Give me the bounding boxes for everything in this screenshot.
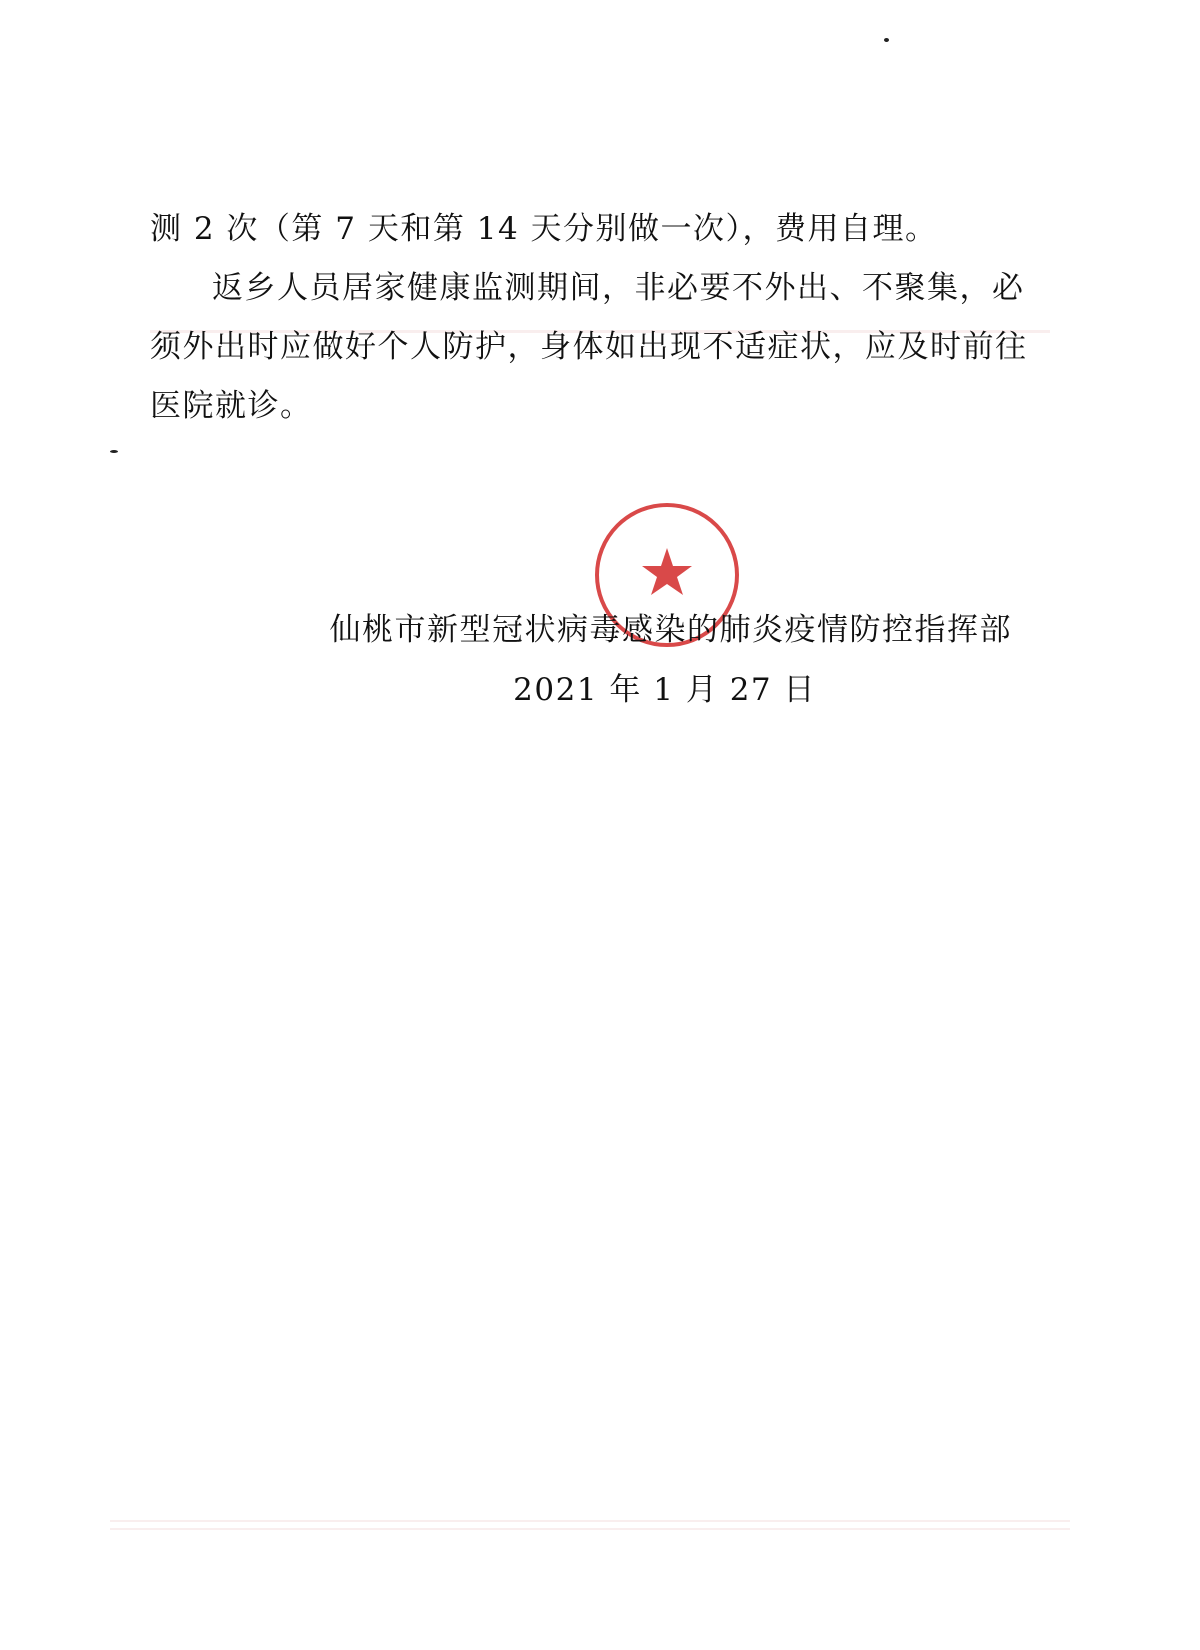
paragraph-2: 返乡人员居家健康监测期间，非必要不外出、不聚集，必须外出时应做好个人防护，身体如出现不适症状，应及时前往医院就诊。 <box>150 270 1028 424</box>
paragraph-1: 测 2 次（第 7 天和第 14 天分别做一次），费用自理。 <box>150 211 938 247</box>
issuer-name: 仙桃市新型冠状病毒感染的肺炎疫情防控指挥部 <box>329 612 1012 648</box>
document-body <box>150 200 1030 436</box>
signature-block <box>150 600 1012 720</box>
bleed-through-footer-rule <box>110 1520 1070 1530</box>
scan-speck <box>884 38 889 42</box>
issue-date: 2021 年 1 月 27 日 <box>513 672 816 708</box>
scan-speck <box>110 450 118 453</box>
